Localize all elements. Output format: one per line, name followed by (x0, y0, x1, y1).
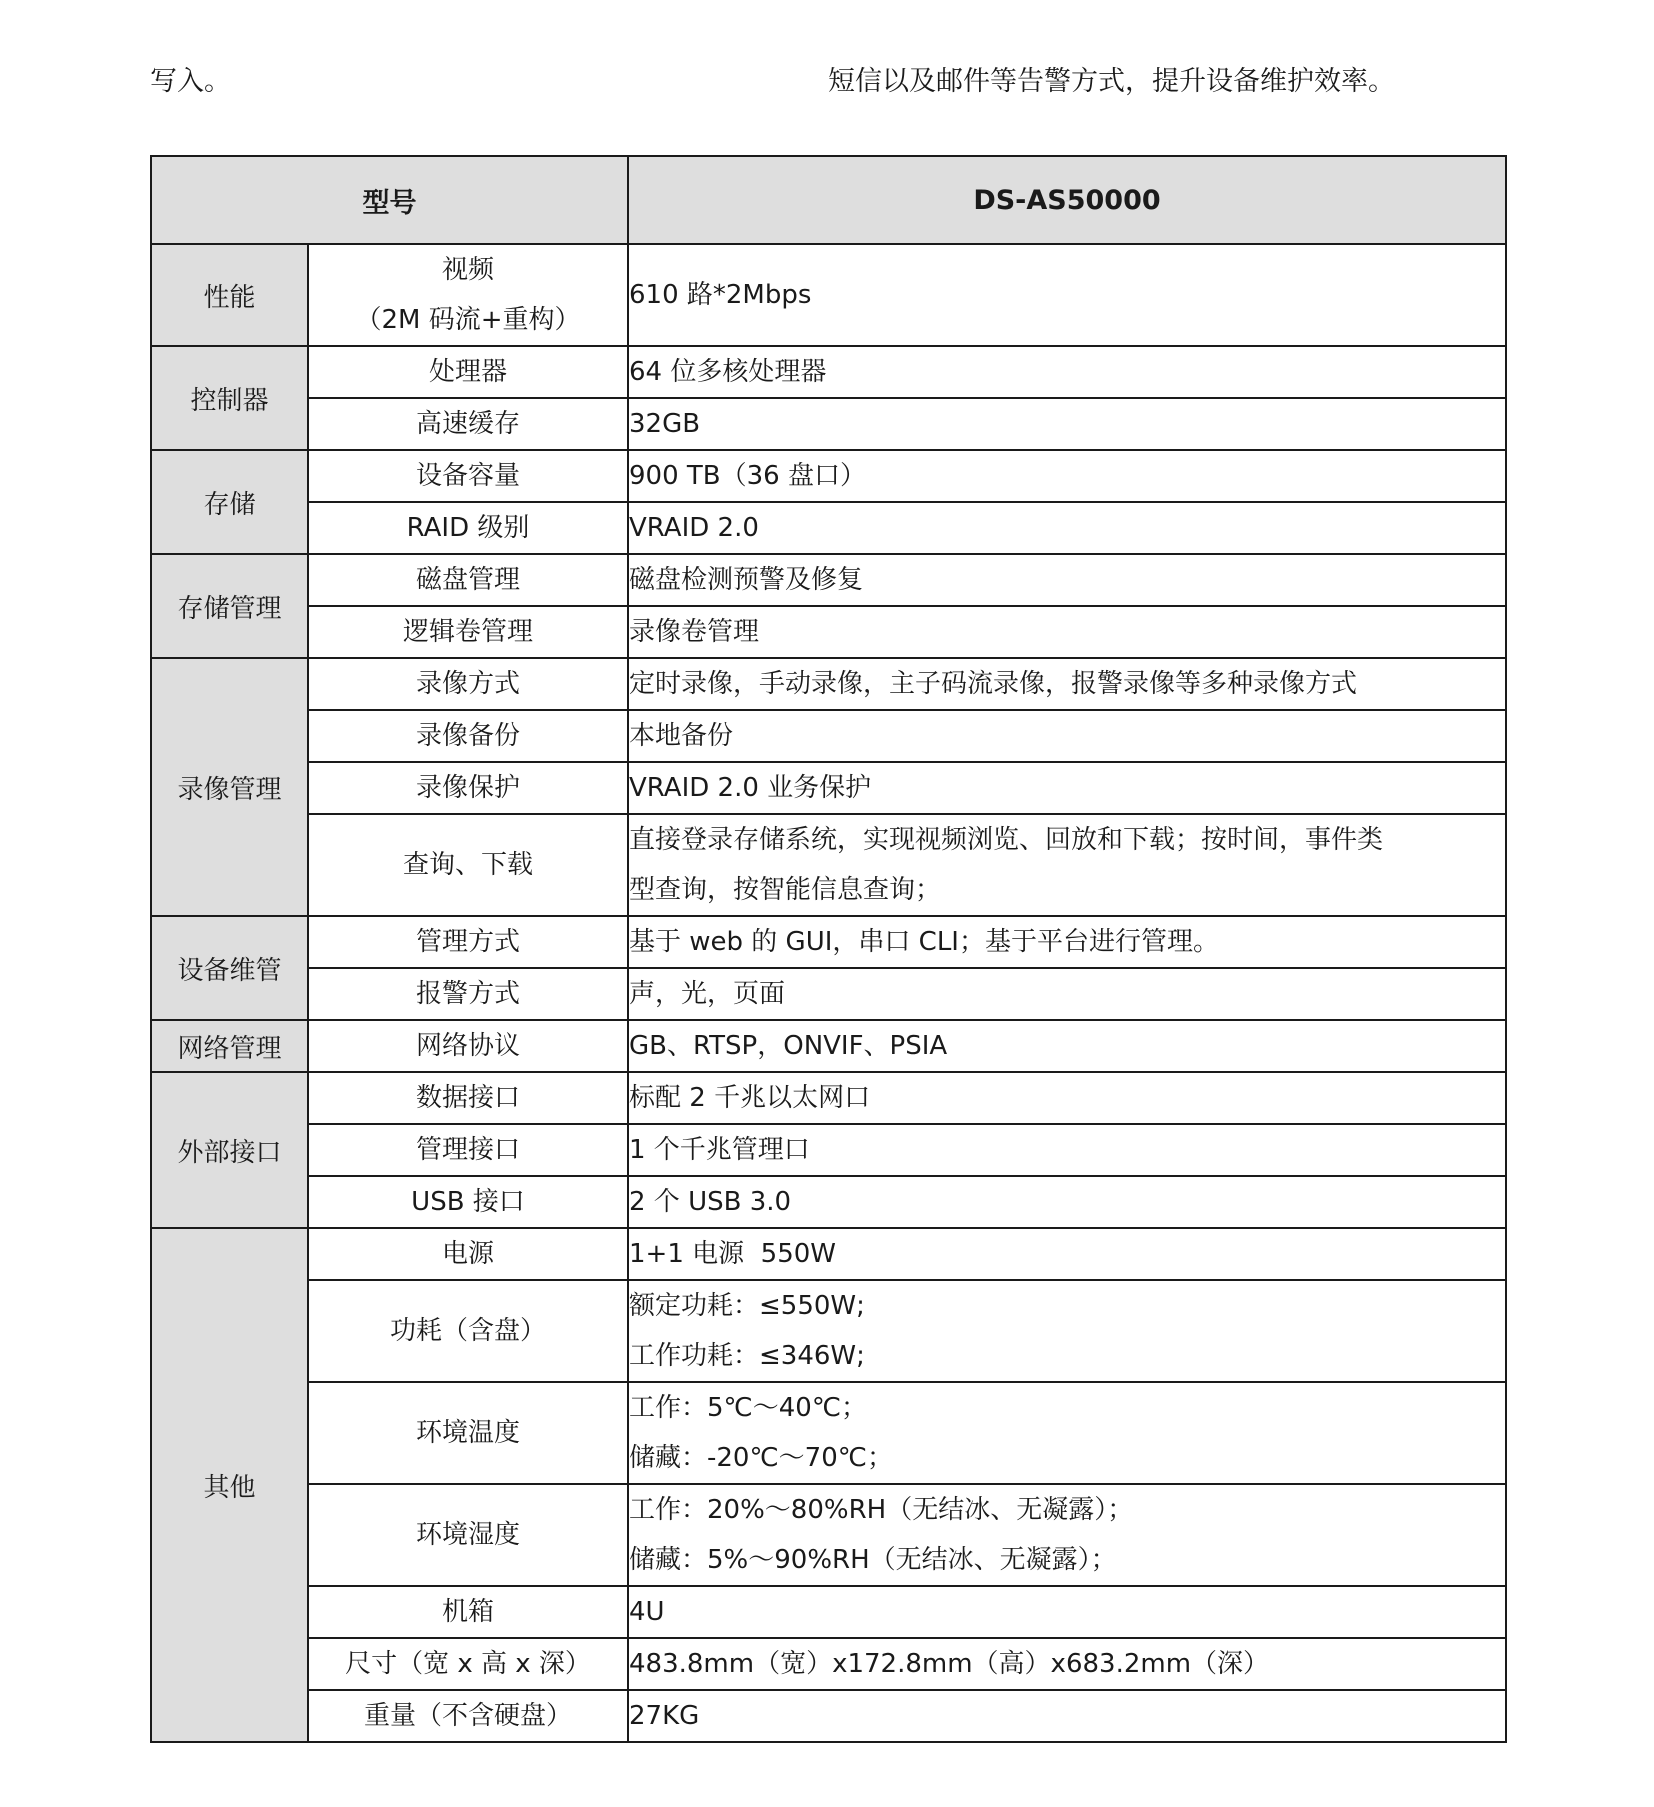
category-network-mgmt: 网络管理 (151, 1020, 308, 1072)
category-controller: 控制器 (151, 346, 308, 450)
row-value-line-2: 储藏：5%～90%RH（无结冰、无凝露）； (629, 1545, 1117, 1575)
row-value-line-1: 额定功耗：≤550W; (629, 1291, 865, 1321)
table-row (151, 1020, 1506, 1072)
row-label: 报警方式 (308, 968, 628, 1020)
category-external-ports: 外部接口 (151, 1072, 308, 1228)
category-storage: 存储 (151, 450, 308, 554)
table-row (151, 710, 1506, 762)
table-row (151, 502, 1506, 554)
row-label: 功耗（含盘） (308, 1280, 628, 1382)
table-row (151, 244, 1506, 346)
row-label (308, 244, 628, 346)
row-label-line-1: 视频 (441, 255, 494, 285)
row-value: 定时录像，手动录像，主子码流录像，报警录像等多种录像方式 (628, 658, 1506, 710)
row-value (628, 1484, 1506, 1586)
row-value (628, 1280, 1506, 1382)
row-value: 基于 web 的 GUI，串口 CLI；基于平台进行管理。 (628, 916, 1506, 968)
row-value: 磁盘检测预警及修复 (628, 554, 1506, 606)
row-value (628, 814, 1506, 916)
row-label: 环境湿度 (308, 1484, 628, 1586)
row-label: 机箱 (308, 1586, 628, 1638)
row-value-line-2: 储藏：-20℃～70℃； (629, 1443, 893, 1473)
row-value-line-1: 直接登录存储系统，实现视频浏览、回放和下载；按时间，事件类 (629, 825, 1384, 855)
row-label: 网络协议 (308, 1020, 628, 1072)
category-storage-mgmt: 存储管理 (151, 554, 308, 658)
table-header-row (151, 156, 1506, 244)
row-value: 610 路*2Mbps (628, 244, 1506, 346)
row-label: 录像备份 (308, 710, 628, 762)
row-value-line-1: 工作：20%～80%RH（无结冰、无凝露）； (629, 1495, 1134, 1525)
row-label: 录像保护 (308, 762, 628, 814)
row-label: 电源 (308, 1228, 628, 1280)
table-row (151, 814, 1506, 916)
table-row (151, 554, 1506, 606)
row-value: 1+1 电源 550W (628, 1228, 1506, 1280)
table-row (151, 1072, 1506, 1124)
table-row (151, 1228, 1506, 1280)
row-value: VRAID 2.0 (628, 502, 1506, 554)
row-value: GB、RTSP，ONVIF、PSIA (628, 1020, 1506, 1072)
row-label: 逻辑卷管理 (308, 606, 628, 658)
row-value: 64 位多核处理器 (628, 346, 1506, 398)
row-label: 尺寸（宽 x 高 x 深） (308, 1638, 628, 1690)
table-row (151, 1280, 1506, 1382)
model-label: 型号 (151, 156, 628, 244)
table-row (151, 398, 1506, 450)
table-row (151, 346, 1506, 398)
row-label: 设备容量 (308, 450, 628, 502)
table-row (151, 1176, 1506, 1228)
spec-table (150, 155, 1507, 1743)
table-row (151, 916, 1506, 968)
category-other: 其他 (151, 1228, 308, 1742)
row-value: 标配 2 千兆以太网口 (628, 1072, 1506, 1124)
row-label: 录像方式 (308, 658, 628, 710)
row-value: 声，光，页面 (628, 968, 1506, 1020)
table-row (151, 1484, 1506, 1586)
table-row (151, 1638, 1506, 1690)
row-value-line-2: 型查询，按智能信息查询； (629, 875, 942, 905)
row-label: RAID 级别 (308, 502, 628, 554)
row-label: 环境温度 (308, 1382, 628, 1484)
row-label: 处理器 (308, 346, 628, 398)
top-text-right: 短信以及邮件等告警方式，提升设备维护效率。 (828, 66, 1395, 97)
top-text-left: 写入。 (150, 66, 231, 97)
row-value (628, 1382, 1506, 1484)
row-value: 32GB (628, 398, 1506, 450)
row-label: 磁盘管理 (308, 554, 628, 606)
category-recording-mgmt: 录像管理 (151, 658, 308, 916)
table-row (151, 1690, 1506, 1742)
model-value: DS-AS50000 (628, 156, 1506, 244)
row-value: 4U (628, 1586, 1506, 1638)
table-row (151, 1124, 1506, 1176)
row-label: USB 接口 (308, 1176, 628, 1228)
row-label: 查询、下载 (308, 814, 628, 916)
table-row (151, 606, 1506, 658)
category-device-maint: 设备维管 (151, 916, 308, 1020)
row-value-line-1: 工作：5℃～40℃； (629, 1393, 868, 1423)
row-label: 管理方式 (308, 916, 628, 968)
row-value: VRAID 2.0 业务保护 (628, 762, 1506, 814)
row-value-line-2: 工作功耗：≤346W; (629, 1341, 865, 1371)
row-label: 高速缓存 (308, 398, 628, 450)
table-row (151, 450, 1506, 502)
row-label: 管理接口 (308, 1124, 628, 1176)
table-row (151, 762, 1506, 814)
row-value: 本地备份 (628, 710, 1506, 762)
row-value: 1 个千兆管理口 (628, 1124, 1506, 1176)
row-value: 27KG (628, 1690, 1506, 1742)
table-row (151, 1586, 1506, 1638)
row-value: 900 TB（36 盘口） (628, 450, 1506, 502)
row-value: 录像卷管理 (628, 606, 1506, 658)
table-row (151, 1382, 1506, 1484)
row-label: 重量（不含硬盘） (308, 1690, 628, 1742)
row-label-line-2: （2M 码流+重构） (355, 305, 581, 335)
row-value: 2 个 USB 3.0 (628, 1176, 1506, 1228)
table-row (151, 658, 1506, 710)
category-performance: 性能 (151, 244, 308, 346)
table-row (151, 968, 1506, 1020)
row-value: 483.8mm（宽）x172.8mm（高）x683.2mm（深） (628, 1638, 1506, 1690)
row-label: 数据接口 (308, 1072, 628, 1124)
